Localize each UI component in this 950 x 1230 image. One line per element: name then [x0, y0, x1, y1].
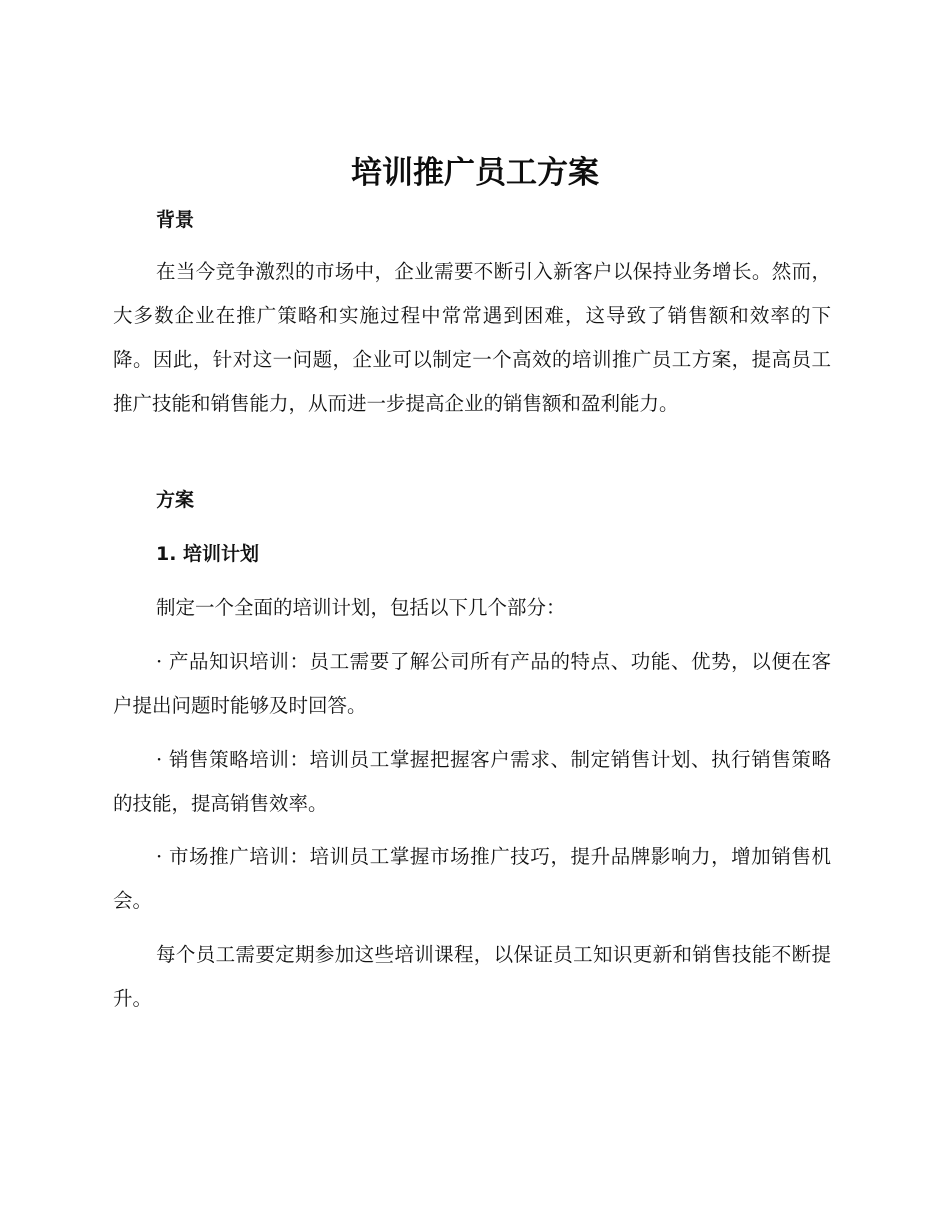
plan-heading: 方案 — [156, 489, 195, 511]
training-plan-intro: 制定一个全面的培训计划，包括以下几个部分： — [156, 596, 566, 619]
document-title: 培训推广员工方案 — [351, 155, 599, 191]
background-heading: 背景 — [156, 209, 195, 231]
bullet-marketing: · 市场推广培训：培训员工掌握市场推广技巧，提升品牌影响力，增加销售机会。 — [113, 845, 831, 912]
closing-paragraph: 每个员工需要定期参加这些培训课程，以保证员工知识更新和销售技能不断提升。 — [113, 943, 831, 1010]
training-plan-heading: 1. 培训计划 — [156, 543, 260, 565]
bullet-product-knowledge: · 产品知识培训：员工需要了解公司所有产品的特点、功能、优势，以便在客户提出问题时能够及时回答。 — [113, 650, 831, 717]
bullet-sales-strategy: · 销售策略培训：培训员工掌握把握客户需求、制定销售计划、执行销售策略的技能，提高销售效率。 — [113, 748, 831, 815]
background-paragraph: 在当今竞争激烈的市场中，企业需要不断引入新客户以保持业务增长。然而，大多数企业在推广策略和实施过程中常常遇到困难，这导致了销售额和效率的下降。因此，针对这一问题，企业可以制定一个高效的培训推广员工方案，提高员工推广技能和销售能力，从而进一步提高企业的销售额和盈利能力。 — [113, 260, 831, 415]
